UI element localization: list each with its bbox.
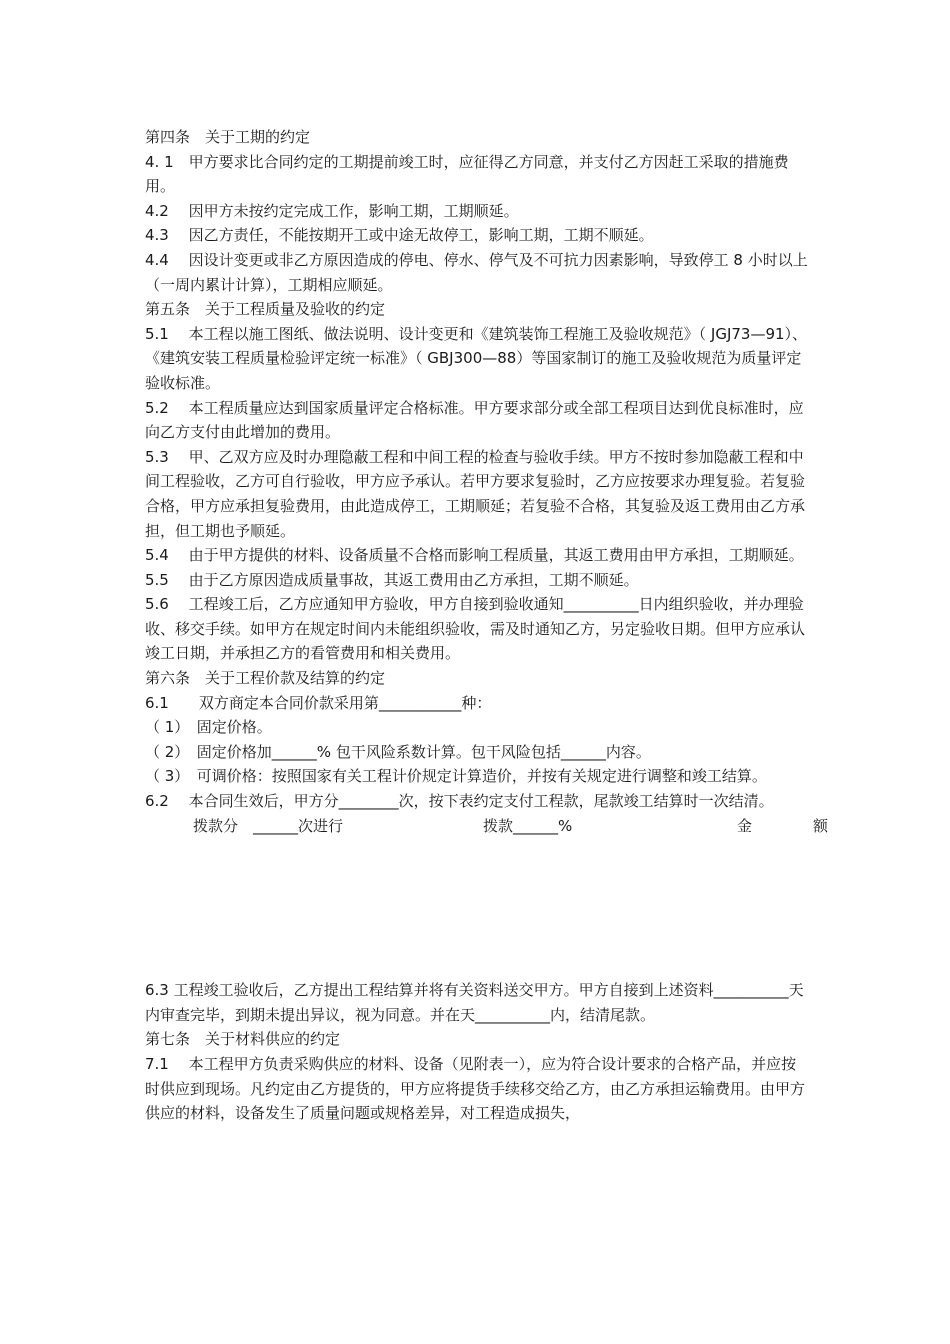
clause-4-3: 4.3 因乙方责任，不能按期开工或中途无故停工，影响工期，工期不顺延。 bbox=[145, 226, 654, 245]
payment-table-body bbox=[145, 838, 810, 978]
clause-6-3: 6.3 工程竣工验收后，乙方提出工程结算并将有关资料送交甲方。甲方自接到上述资料__________天内审查完毕，到期未提出异议，视为同意。并在天__________内，结清尾款。 bbox=[145, 981, 804, 1024]
document-body bbox=[145, 125, 829, 1126]
clause-4-4: 4.4 因设计变更或非乙方原因造成的停电、停水、停气及不可抗力因素影响，导致停工 8 小时以上（一周内累计计算），工期相应顺延。 bbox=[145, 250, 808, 294]
clause-6-1: 6.1 双方商定本合同价款采用第___________种： bbox=[145, 693, 492, 712]
article-5-heading: 第五条 关于工程质量及验收的约定 bbox=[145, 300, 386, 319]
table-header-amount-1: 金 bbox=[737, 816, 753, 835]
clause-5-2: 5.2 本工程质量应达到国家质量评定合格标准。甲方要求部分或全部工程项目达到优良标准时，应向乙方支付由此增加的费用。 bbox=[145, 398, 804, 442]
clause-4-2: 4.2 因甲方未按约定完成工作，影响工期，工期顺延。 bbox=[145, 201, 519, 220]
article-4-heading: 第四条 关于工期的约定 bbox=[145, 128, 311, 146]
clause-4-1: 4. 1 甲方要求比合同约定的工期提前竣工时，应征得乙方同意，并支付乙方因赶工采取的措施费用。 bbox=[145, 152, 789, 196]
table-header-percent: 拨款______% bbox=[483, 816, 573, 835]
article-6-heading: 第六条 关于工程价款及结算的约定 bbox=[145, 669, 386, 688]
table-header-amount-2: 额 bbox=[813, 816, 829, 835]
clause-6-1-option-2: （ 2） 固定价格加______% 包干风险系数计算。包干风险包括______内容。 bbox=[145, 742, 651, 761]
payment-table-header bbox=[145, 814, 829, 839]
clause-7-1: 7.1 本工程甲方负责采购供应的材料、设备（见附表一），应为符合设计要求的合格产品，并应按时供应到现场。凡约定由乙方提货的，甲方应将提货手续移交给乙方，由乙方承担运输费用。由甲方供应的材料，设备发生了质量问题或规格差异，对工程造成损失， bbox=[145, 1055, 806, 1123]
clause-6-1-option-3: （ 3） 可调价格：按照国家有关工程计价规定计算造价，并按有关规定进行调整和竣工结算。 bbox=[145, 767, 767, 786]
clause-5-5: 5.5 由于乙方原因造成质量事故，其返工费用由乙方承担，工期不顺延。 bbox=[145, 570, 639, 589]
clause-6-2: 6.2 本合同生效后，甲方分________次，按下表约定支付工程款，尾款竣工结算时一次结清。 bbox=[145, 792, 774, 811]
clause-5-6: 5.6 工程竣工后，乙方应通知甲方验收，甲方自接到验收通知__________日内组织验收，并办理验收、移交手续。如甲方在规定时间内未能组织验收，需及时通知乙方，另定验收日期。但甲方应承认竣工日期，并承担乙方的看管费用和相关费用。 bbox=[145, 595, 806, 663]
article-7-heading: 第七条 关于材料供应的约定 bbox=[145, 1030, 341, 1049]
clause-6-1-option-1: （ 1） 固定价格。 bbox=[145, 718, 272, 737]
clause-5-3: 5.3 甲、乙双方应及时办理隐蔽工程和中间工程的检查与验收手续。甲方不按时参加隐蔽工程和中间工程验收，乙方可自行验收，甲方应予承认。若甲方要求复验时，乙方应按要求办理复验。若复验合格，甲方应承担复验费用，由此造成停工，工期顺延；若复验不合格，其复验及返工费用由乙方承担，但工期也予顺延。 bbox=[145, 447, 806, 540]
clause-5-4: 5.4 由于甲方提供的材料、设备质量不合格而影响工程质量，其返工费用由甲方承担，工期顺延。 bbox=[145, 546, 804, 565]
clause-5-1: 5.1 本工程以施工图纸、做法说明、设计变更和《建筑装饰工程施工及验收规范》（ JGJ73—91）、《建筑安装工程质量检验评定统一标准》（ GBJ300—88）等国家制订的施工及验收规范为质量评定验收标准。 bbox=[145, 324, 808, 392]
table-header-installments: 拨款分 ______次进行 bbox=[193, 816, 344, 835]
